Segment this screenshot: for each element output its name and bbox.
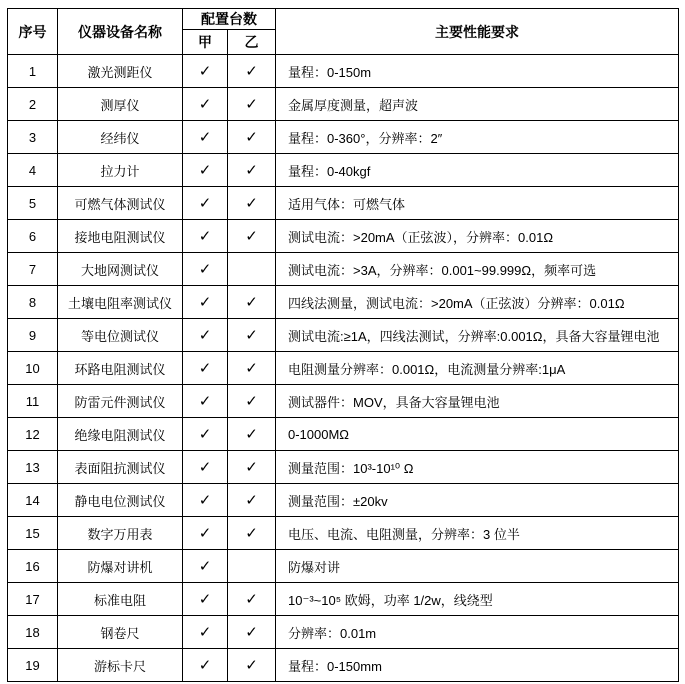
- check-b-cell: ✓: [228, 88, 276, 121]
- table-row: [8, 88, 679, 121]
- equipment-name-cell: 游标卡尺: [58, 649, 183, 682]
- check-b-cell: ✓: [228, 154, 276, 187]
- equipment-name-cell: 接地电阻测试仪: [58, 220, 183, 253]
- header-party-a: 甲: [183, 30, 228, 55]
- requirement-cell: 电压、电流、电阻测量，分辨率：3 位半: [276, 517, 679, 550]
- check-b-cell: ✓: [228, 451, 276, 484]
- check-a-cell: ✓: [183, 88, 228, 121]
- row-number-cell: 4: [8, 154, 58, 187]
- check-b-cell: ✓: [228, 55, 276, 88]
- check-a-cell: ✓: [183, 451, 228, 484]
- check-b-cell: ✓: [228, 187, 276, 220]
- table-row: [8, 121, 679, 154]
- header-party-b: 乙: [228, 30, 276, 55]
- check-a-cell: ✓: [183, 583, 228, 616]
- check-a-cell: ✓: [183, 385, 228, 418]
- header-configured-units: 配置台数: [183, 9, 276, 30]
- check-b-cell: ✓: [228, 121, 276, 154]
- requirement-cell: 测量范围：10³-10¹⁰ Ω: [276, 451, 679, 484]
- check-a-cell: ✓: [183, 154, 228, 187]
- table-row: [8, 319, 679, 352]
- requirement-cell: 测试电流：>3A，分辨率：0.001~99.999Ω，频率可选: [276, 253, 679, 286]
- check-a-cell: ✓: [183, 616, 228, 649]
- check-b-cell: [228, 550, 276, 583]
- equipment-name-cell: 拉力计: [58, 154, 183, 187]
- requirement-cell: 适用气体：可燃气体: [276, 187, 679, 220]
- requirement-cell: 测试电流:≥1A，四线法测试，分辨率:0.001Ω，具备大容量锂电池: [276, 319, 679, 352]
- check-a-cell: ✓: [183, 319, 228, 352]
- check-a-cell: ✓: [183, 517, 228, 550]
- check-b-cell: ✓: [228, 385, 276, 418]
- equipment-name-cell: 防爆对讲机: [58, 550, 183, 583]
- requirement-cell: 量程：0-150m: [276, 55, 679, 88]
- requirement-cell: 量程：0-40kgf: [276, 154, 679, 187]
- requirement-cell: 量程：0-150mm: [276, 649, 679, 682]
- table-row: [8, 220, 679, 253]
- check-b-cell: ✓: [228, 319, 276, 352]
- table-row: [8, 583, 679, 616]
- equipment-name-cell: 等电位测试仪: [58, 319, 183, 352]
- check-b-cell: ✓: [228, 517, 276, 550]
- table-row: [8, 550, 679, 583]
- check-a-cell: ✓: [183, 286, 228, 319]
- check-a-cell: ✓: [183, 253, 228, 286]
- row-number-cell: 6: [8, 220, 58, 253]
- row-number-cell: 12: [8, 418, 58, 451]
- row-number-cell: 7: [8, 253, 58, 286]
- check-b-cell: ✓: [228, 616, 276, 649]
- check-b-cell: ✓: [228, 418, 276, 451]
- table-row: [8, 352, 679, 385]
- table-row: [8, 418, 679, 451]
- row-number-cell: 15: [8, 517, 58, 550]
- table-row: [8, 649, 679, 682]
- equipment-name-cell: 数字万用表: [58, 517, 183, 550]
- row-number-cell: 18: [8, 616, 58, 649]
- equipment-name-cell: 绝缘电阻测试仪: [58, 418, 183, 451]
- row-number-cell: 1: [8, 55, 58, 88]
- requirement-cell: 金属厚度测量，超声波: [276, 88, 679, 121]
- table-row: [8, 154, 679, 187]
- check-b-cell: ✓: [228, 484, 276, 517]
- check-b-cell: [228, 253, 276, 286]
- equipment-name-cell: 激光测距仪: [58, 55, 183, 88]
- table-row: [8, 286, 679, 319]
- table-row: [8, 253, 679, 286]
- check-a-cell: ✓: [183, 550, 228, 583]
- table-row: [8, 484, 679, 517]
- requirement-cell: 测试器件：MOV，具备大容量锂电池: [276, 385, 679, 418]
- check-b-cell: ✓: [228, 352, 276, 385]
- row-number-cell: 13: [8, 451, 58, 484]
- check-a-cell: ✓: [183, 649, 228, 682]
- check-a-cell: ✓: [183, 121, 228, 154]
- requirement-cell: 10⁻³~10⁵ 欧姆，功率 1/2w，线绕型: [276, 583, 679, 616]
- table-row: [8, 451, 679, 484]
- table-header: [8, 9, 679, 55]
- equipment-name-cell: 测厚仪: [58, 88, 183, 121]
- check-a-cell: ✓: [183, 220, 228, 253]
- requirement-cell: 电阻测量分辨率：0.001Ω，电流测量分辨率:1μA: [276, 352, 679, 385]
- equipment-name-cell: 大地网测试仪: [58, 253, 183, 286]
- requirement-cell: 测量范围：±20kv: [276, 484, 679, 517]
- check-a-cell: ✓: [183, 484, 228, 517]
- equipment-name-cell: 土壤电阻率测试仪: [58, 286, 183, 319]
- row-number-cell: 3: [8, 121, 58, 154]
- equipment-name-cell: 钢卷尺: [58, 616, 183, 649]
- check-b-cell: ✓: [228, 649, 276, 682]
- requirement-cell: 四线法测量，测试电流：>20mA（正弦波）分辨率：0.01Ω: [276, 286, 679, 319]
- check-a-cell: ✓: [183, 418, 228, 451]
- equipment-name-cell: 表面阻抗测试仪: [58, 451, 183, 484]
- header-equipment-name: 仪器设备名称: [58, 9, 183, 55]
- table-row: [8, 55, 679, 88]
- check-b-cell: ✓: [228, 220, 276, 253]
- equipment-name-cell: 防雷元件测试仪: [58, 385, 183, 418]
- requirement-cell: 防爆对讲: [276, 550, 679, 583]
- equipment-name-cell: 标准电阻: [58, 583, 183, 616]
- row-number-cell: 5: [8, 187, 58, 220]
- requirement-cell: 0-1000MΩ: [276, 418, 679, 451]
- requirement-cell: 量程：0-360°，分辨率：2″: [276, 121, 679, 154]
- equipment-spec-table: [7, 8, 679, 682]
- header-performance-requirements: 主要性能要求: [276, 9, 679, 55]
- equipment-name-cell: 环路电阻测试仪: [58, 352, 183, 385]
- row-number-cell: 19: [8, 649, 58, 682]
- table-row: [8, 385, 679, 418]
- equipment-name-cell: 可燃气体测试仪: [58, 187, 183, 220]
- row-number-cell: 14: [8, 484, 58, 517]
- check-a-cell: ✓: [183, 55, 228, 88]
- row-number-cell: 9: [8, 319, 58, 352]
- row-number-cell: 2: [8, 88, 58, 121]
- equipment-name-cell: 静电电位测试仪: [58, 484, 183, 517]
- row-number-cell: 8: [8, 286, 58, 319]
- row-number-cell: 17: [8, 583, 58, 616]
- equipment-name-cell: 经纬仪: [58, 121, 183, 154]
- table-row: [8, 517, 679, 550]
- table-row: [8, 616, 679, 649]
- check-b-cell: ✓: [228, 583, 276, 616]
- check-a-cell: ✓: [183, 352, 228, 385]
- requirement-cell: 测试电流：>20mA（正弦波），分辨率：0.01Ω: [276, 220, 679, 253]
- check-a-cell: ✓: [183, 187, 228, 220]
- table-body: [8, 55, 679, 682]
- header-serial-number: 序号: [8, 9, 58, 55]
- row-number-cell: 10: [8, 352, 58, 385]
- row-number-cell: 16: [8, 550, 58, 583]
- check-b-cell: ✓: [228, 286, 276, 319]
- row-number-cell: 11: [8, 385, 58, 418]
- requirement-cell: 分辨率：0.01m: [276, 616, 679, 649]
- table-row: [8, 187, 679, 220]
